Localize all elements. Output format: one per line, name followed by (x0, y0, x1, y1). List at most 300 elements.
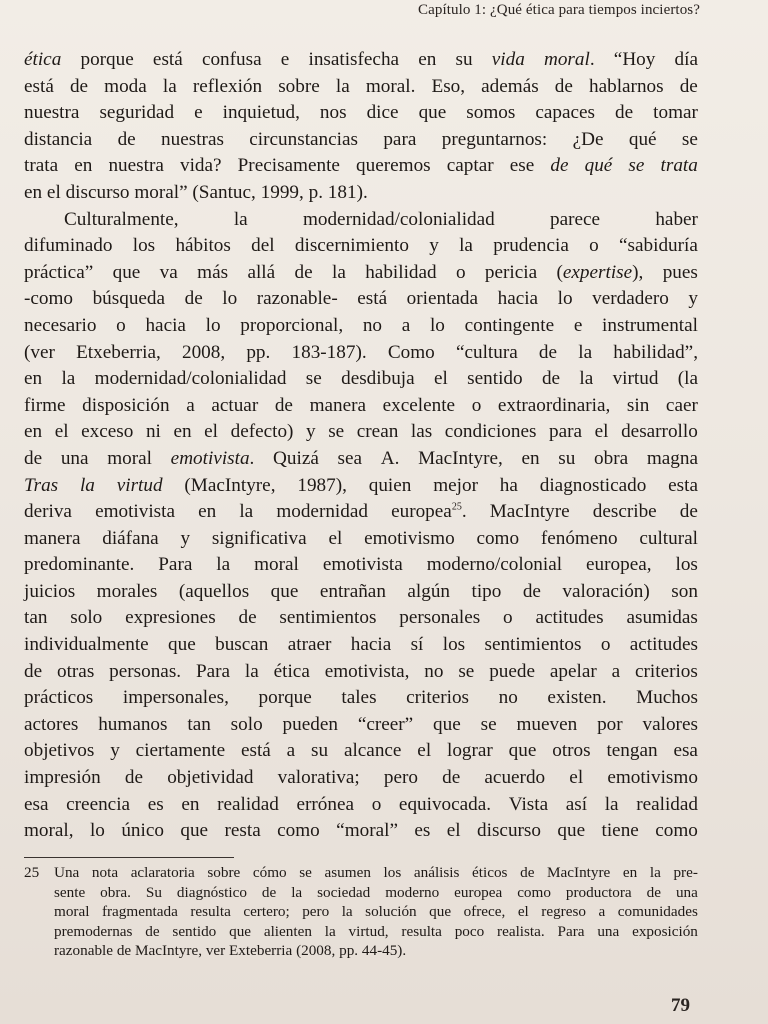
word: resta (224, 820, 261, 842)
word: o (589, 235, 599, 257)
word: o (471, 394, 482, 416)
word: virtud, (348, 922, 389, 940)
word: “Hoy (613, 49, 656, 70)
word: personas. (109, 660, 182, 682)
word: (2008, (296, 942, 340, 960)
word: hábitos (175, 235, 231, 257)
word: práctica” (24, 261, 94, 283)
word: impersonales, (122, 687, 229, 709)
word: ni (145, 421, 161, 443)
word: 1999, (260, 181, 304, 203)
word: emotivismo (364, 527, 455, 549)
text-line (24, 180, 698, 207)
word: Exteberria (229, 942, 297, 960)
word: (la (677, 368, 698, 390)
text-line (24, 260, 698, 287)
word: prácticos (24, 687, 94, 709)
word: sente (54, 883, 86, 901)
word: ética (273, 660, 310, 682)
word: moderno/colonial (426, 554, 563, 576)
word: en (173, 421, 192, 443)
word: criterios (635, 660, 698, 682)
word: éticos (472, 864, 508, 881)
word: excelente (382, 394, 456, 416)
word: es (147, 793, 164, 815)
footnote-divider (24, 857, 234, 858)
word: Culturalmente, (64, 208, 179, 230)
word: moral (54, 903, 90, 921)
word: vida? (179, 155, 222, 177)
word: firme (24, 394, 66, 416)
word: sentido (467, 368, 523, 390)
word: cómo (252, 864, 287, 881)
word: lograr (447, 740, 493, 762)
word: sobre (207, 864, 241, 881)
word: Su (145, 883, 162, 901)
word: y (306, 421, 316, 443)
word: p. (308, 181, 323, 203)
word: quien (368, 474, 412, 496)
word: en (622, 864, 638, 881)
word: el (446, 820, 461, 842)
word: los (132, 235, 156, 257)
word: diagnóstico (176, 883, 247, 901)
word: valores (642, 713, 698, 735)
text-line (24, 499, 698, 526)
word: habilidad (365, 261, 437, 283)
word: entrañan (319, 580, 386, 602)
word: y (180, 527, 191, 549)
word: captar (446, 155, 494, 177)
word: asumidas (626, 607, 698, 629)
word: en (24, 421, 43, 443)
word: trata (660, 155, 698, 177)
word: moral. (543, 49, 595, 70)
word: Etxeberria, (76, 341, 161, 363)
word: de (679, 501, 698, 523)
word: emotivismo (607, 767, 698, 789)
word: haber (655, 208, 698, 230)
word: manera (309, 394, 367, 416)
word: disposición (82, 394, 170, 416)
word: las (410, 421, 433, 443)
word: la (216, 554, 231, 576)
word: moral, (24, 820, 74, 842)
word: de (550, 155, 569, 177)
word: acuerdo (484, 767, 546, 789)
word: tengan (606, 740, 658, 762)
word: está (152, 49, 183, 70)
word: MacIntyre (547, 864, 611, 881)
word: para (549, 421, 583, 443)
word: parece (550, 208, 601, 230)
word: diagnosticado (539, 474, 647, 496)
footnote-line (24, 941, 698, 961)
word: la (604, 793, 619, 815)
word: que (168, 634, 196, 656)
word: orientada (406, 288, 479, 310)
word: distancia (24, 128, 93, 150)
word: circunstancias (249, 128, 358, 150)
word: emotivista (95, 501, 175, 523)
word: lo (205, 314, 221, 336)
word: resulta (190, 903, 231, 921)
word: Para (557, 922, 585, 940)
word: 1987), (297, 474, 347, 496)
word: la (341, 903, 353, 921)
word: creencia (66, 793, 131, 815)
word: actitudes (629, 634, 698, 656)
footnote-line (24, 883, 698, 903)
word: -como (24, 288, 74, 310)
footnote-number: 25 (24, 864, 40, 881)
text-line (24, 286, 698, 313)
word: pero (383, 767, 418, 789)
word: contingente (464, 314, 555, 336)
word: o (600, 634, 611, 656)
word: ese (509, 155, 535, 177)
word: europea (454, 883, 503, 901)
word: el (204, 421, 219, 443)
word: predominante. (24, 554, 135, 576)
word: moral (107, 447, 152, 469)
word: los (675, 554, 698, 576)
text-line (24, 47, 698, 74)
word: ha (499, 474, 518, 496)
word: de (538, 341, 558, 363)
word: moral (254, 554, 299, 576)
word: MacIntyre (489, 501, 570, 523)
word: e (573, 314, 583, 336)
word: algún (407, 580, 451, 602)
word: valorativa; (277, 767, 360, 789)
word: está (357, 288, 388, 310)
word: mueven (516, 713, 578, 735)
word: nota (91, 864, 119, 881)
word: obra (594, 447, 629, 469)
text-line (24, 526, 698, 553)
word: la (459, 235, 473, 257)
word: esa (24, 793, 49, 815)
word: puede (489, 660, 536, 682)
word: atraer (287, 634, 332, 656)
word: ética (24, 49, 62, 70)
word: dice (366, 102, 399, 124)
word: en (24, 368, 43, 390)
word: a (598, 903, 606, 921)
word: la (578, 341, 593, 363)
word: seguridad (99, 102, 175, 124)
word: proporcional, (240, 314, 344, 336)
word: la (61, 368, 76, 390)
word: de (69, 75, 89, 97)
word: tiene (601, 820, 639, 842)
word: se (328, 421, 345, 443)
word: verdadero (592, 288, 669, 310)
text-line (24, 579, 698, 606)
word: moda (104, 75, 147, 97)
word: (aquellos (178, 580, 250, 602)
word: tipo (471, 580, 502, 602)
word: necesario (24, 314, 97, 336)
word: sin (626, 394, 650, 416)
word: como (517, 883, 551, 901)
word: moral” (134, 181, 188, 203)
word: trata (24, 155, 59, 177)
word: pues (662, 261, 698, 283)
word: MacIntyre, (418, 447, 503, 469)
word: de (24, 660, 43, 682)
word: mejor (433, 474, 478, 496)
word: “sabiduría (619, 235, 698, 257)
word: en (74, 155, 93, 177)
word: su (311, 740, 329, 762)
word: valoración) (562, 580, 650, 602)
footnote-reference[interactable]: 25 (451, 501, 462, 513)
word: europea, (586, 554, 652, 576)
word: discurso (477, 820, 541, 842)
word: exceso (81, 421, 134, 443)
word: se (480, 713, 497, 735)
word: Una (54, 864, 80, 881)
text-line (24, 792, 698, 819)
word: lo (429, 314, 445, 336)
word: de (116, 942, 135, 960)
word: que (112, 261, 141, 283)
word: de (522, 580, 541, 602)
word: ciertamente (135, 740, 226, 762)
word: reflexión (192, 75, 263, 97)
word: resulta (401, 922, 442, 940)
word: a (286, 740, 296, 762)
word: nos (319, 102, 347, 124)
word: discernimiento (294, 235, 409, 257)
word: moderno (385, 883, 440, 901)
word: moral. (365, 75, 416, 97)
word: (Santuc, (192, 181, 256, 203)
word: los (383, 864, 402, 881)
text-line (24, 393, 698, 420)
word: que (433, 713, 461, 735)
word: de (24, 447, 43, 469)
word: “moral” (336, 820, 398, 842)
word: de (615, 102, 634, 124)
word: no (362, 314, 383, 336)
word: como (655, 820, 698, 842)
word: hacia (145, 314, 186, 336)
word: productora (565, 883, 632, 901)
word: comunidades (617, 903, 698, 921)
word: lo (222, 288, 238, 310)
word: morales (96, 580, 158, 602)
word: a (611, 660, 621, 682)
word: sociedad (317, 883, 371, 901)
word: una (597, 922, 620, 940)
word: como (277, 820, 320, 842)
word: qué (628, 128, 657, 150)
word: el (569, 767, 584, 789)
word: instrumental (602, 314, 698, 336)
word: A. (380, 447, 400, 469)
footnote-line (24, 902, 698, 922)
word: aclaratoria (130, 864, 195, 881)
word: exposición (632, 922, 698, 940)
word: tomar (653, 102, 698, 124)
word: razonable (54, 942, 117, 960)
running-header: Capítulo 1: ¿Qué ética para tiempos inciertos? (417, 2, 700, 18)
text-line (24, 419, 698, 446)
word: “cultura (455, 341, 518, 363)
word: la (579, 368, 594, 390)
body-text (24, 47, 698, 845)
word: individualmente (24, 634, 149, 656)
word: a (186, 394, 195, 416)
word: o (116, 314, 126, 336)
word: hacia (350, 634, 392, 656)
word: y (429, 235, 439, 257)
word: vida (491, 49, 525, 70)
word: que (508, 740, 537, 762)
text-line (24, 366, 698, 393)
word: pericia (484, 261, 538, 283)
word: lo (557, 288, 573, 310)
word: son (671, 580, 698, 602)
word: discurso (65, 181, 130, 203)
word: va (159, 261, 178, 283)
text-line (24, 207, 698, 234)
word: objetivos (24, 740, 95, 762)
word: alcance (343, 740, 402, 762)
word: apelar (549, 660, 597, 682)
word: se (305, 368, 322, 390)
word: 2008, (181, 341, 226, 363)
word: el (54, 421, 69, 443)
word: inquietud, (222, 102, 300, 124)
word: no (498, 687, 518, 709)
word: el (433, 368, 448, 390)
text-line (24, 74, 698, 101)
word: esta (668, 474, 698, 496)
word: expresiones (125, 607, 216, 629)
word: ofrece, (463, 903, 506, 921)
word: e (280, 49, 290, 70)
word: el (417, 740, 432, 762)
word: poco (454, 922, 485, 940)
word: desarrollo (621, 421, 698, 443)
word: insatisfecha (308, 49, 400, 70)
word: impresión (24, 767, 101, 789)
word: por (597, 713, 623, 735)
word: fragmentada (101, 903, 178, 921)
word: regreso (541, 903, 586, 921)
footnote (24, 863, 698, 961)
word: otras (56, 660, 95, 682)
text-line (24, 233, 698, 260)
word: de (124, 767, 144, 789)
word: Quizá (273, 447, 319, 469)
word: único (121, 820, 164, 842)
word: la (335, 75, 350, 97)
word: la (649, 864, 661, 881)
word: de (238, 607, 257, 629)
text-line (24, 659, 698, 686)
word: MacIntyre, (134, 942, 206, 960)
word: realista. (497, 922, 545, 940)
word: (ver (24, 341, 55, 363)
word: Muchos (636, 687, 698, 709)
word: juicios (24, 580, 76, 602)
word: somos (466, 102, 516, 124)
word: solo (70, 607, 103, 629)
word: solo (230, 713, 263, 735)
word: se (458, 660, 475, 682)
word: equivocada. (398, 793, 492, 815)
word: actores (24, 713, 79, 735)
word: pueden (282, 713, 338, 735)
word: porque (80, 49, 134, 70)
word: hablarnos (589, 75, 664, 97)
word: alienten (263, 922, 312, 940)
word: para (383, 128, 417, 150)
word: de (294, 261, 313, 283)
word: defecto) (230, 421, 294, 443)
word: en (24, 181, 43, 203)
word: como (476, 527, 520, 549)
word: está (240, 740, 271, 762)
word: del (251, 235, 275, 257)
word: se (628, 155, 645, 177)
word: en (418, 49, 437, 70)
text-line (24, 605, 698, 632)
word: lo (89, 820, 105, 842)
text-line (24, 100, 698, 127)
word: su (558, 447, 576, 469)
text-line (24, 765, 698, 792)
word: humanos (98, 713, 168, 735)
word: capaces (535, 102, 596, 124)
word: europea$^{25}$. (391, 501, 467, 523)
word: hacia (497, 288, 539, 310)
word: la (291, 883, 303, 901)
word: diáfana (102, 527, 159, 549)
word: objetividad (167, 767, 254, 789)
text-line (24, 632, 698, 659)
word: criterios (406, 687, 470, 709)
word: tales (341, 687, 377, 709)
word: extraordinaria, (497, 394, 611, 416)
word: o (371, 793, 382, 815)
word: está (24, 75, 54, 97)
word: sentido (172, 922, 217, 940)
word: se (681, 128, 698, 150)
word: otros (552, 740, 591, 762)
word: Eso, (431, 75, 466, 97)
word: la (79, 474, 95, 496)
word: Tras (24, 474, 59, 496)
word: prudencia (493, 235, 569, 257)
word: es (414, 820, 431, 842)
word: que (180, 820, 209, 842)
word: magna (646, 447, 698, 469)
word: la (239, 501, 254, 523)
word: virtud (612, 368, 659, 390)
word: Para (158, 554, 193, 576)
text-line (24, 340, 698, 367)
word: los (442, 634, 466, 656)
word: más (197, 261, 229, 283)
word: emotivista, (324, 660, 410, 682)
page-number: 79 (671, 995, 690, 1016)
